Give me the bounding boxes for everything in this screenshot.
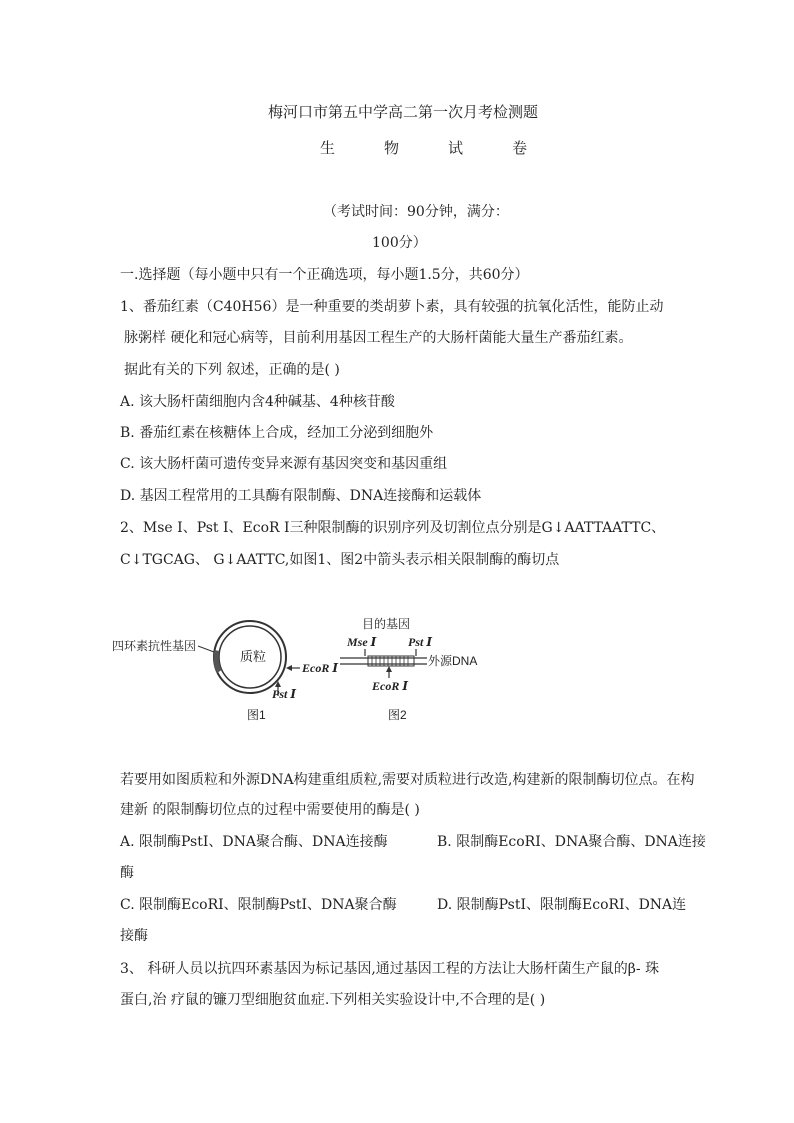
figure2-foreign-dna bbox=[340, 617, 477, 722]
fig2-target-label: 目的基因 bbox=[362, 617, 411, 631]
fig2-psti-label: Pst Ⅰ bbox=[408, 635, 432, 649]
q3-stem-line1: 3、 科研人员以抗四环素基因为标记基因,通过基因工程的方法让大肠杆菌生产鼠的β- 珠 bbox=[120, 961, 660, 977]
q2-question-line1: 若要用如图质粒和外源DNA构建重组质粒,需要对质粒进行改造,构建新的限制酶切位点。在构 bbox=[120, 772, 695, 788]
fig1-gene-label: 四环素抗性基因 bbox=[112, 639, 197, 653]
fig1-psti-label: Pst Ⅰ bbox=[272, 687, 296, 701]
q2-stem-line2: C↓TGCAG、 G↓AATTC,如图1、图2中箭头表示相关限制酶的酶切点 bbox=[120, 552, 560, 568]
tetracycline-gene-segment bbox=[214, 650, 222, 673]
ecori-arrow-head bbox=[286, 665, 292, 671]
q1-option-d: D. 基因工程常用的工具酶有限制酶、DNA连接酶和运载体 bbox=[120, 488, 482, 504]
q1-option-b: B. 番茄红素在核糖体上合成，经加工分泌到细胞外 bbox=[120, 425, 434, 441]
fig2-caption: 图2 bbox=[388, 708, 407, 722]
q1-option-c: C. 该大肠杆菌可遗传变异来源有基因突变和基因重组 bbox=[120, 456, 448, 472]
fig1-plasmid-label: 质粒 bbox=[240, 649, 267, 664]
fig2-ecori-label: EcoR Ⅰ bbox=[372, 679, 408, 693]
q1-option-a: A. 该大肠杆菌细胞内含4种碱基、4种核苷酸 bbox=[120, 394, 395, 410]
q2-option-d-line1: D. 限制酶PstⅠ、限制酶EcoRⅠ、DNA连 bbox=[437, 897, 687, 913]
q1-stem-line1: 1、番茄红素（C40H56）是一种重要的类胡萝卜素，具有较强的抗氧化活性，能防止动 bbox=[120, 299, 664, 315]
q2-stem-line1: 2、Mse Ⅰ、Pst Ⅰ、EcoR Ⅰ三种限制酶的识别序列及切割位点分别是G↓AATTAATTC、 bbox=[120, 520, 666, 536]
fig2-dna-label: 外源DNA bbox=[428, 654, 478, 668]
fig2-msei-label: Mse Ⅰ bbox=[347, 635, 377, 649]
fig2-ecori-arrow-head bbox=[386, 666, 392, 672]
figure1-plasmid bbox=[112, 621, 338, 722]
restriction-enzyme-figure bbox=[110, 612, 490, 727]
section-heading: 一.选择题（每小题中只有一个正确选项，每小题1.5分，共60分） bbox=[120, 267, 529, 283]
subject-char-3: 试 bbox=[448, 139, 464, 157]
q3-stem-line2: 蛋白,治 疗鼠的镰刀型细胞贫血症.下列相关实验设计中,不合理的是( ) bbox=[120, 992, 546, 1008]
fig1-caption: 图1 bbox=[247, 708, 266, 722]
exam-info-line1: （考试时间：90分钟，满分： bbox=[323, 204, 509, 220]
fig1-ecori-label: EcoR Ⅰ bbox=[302, 661, 338, 675]
q1-stem-line2: 脉粥样 硬化和冠心病等，目前利用基因工程生产的大肠杆菌能大量生产番茄红素。 bbox=[124, 330, 633, 346]
q2-question-line2: 建新 的限制酶切位点的过程中需要使用的酶是( ) bbox=[120, 802, 420, 818]
exam-title: 梅河口市第五中学高二第一次月考检测题 bbox=[268, 103, 539, 121]
q2-option-d-line2: 接酶 bbox=[120, 928, 148, 944]
gene-pointer-line bbox=[198, 646, 214, 652]
subject-char-4: 卷 bbox=[512, 139, 528, 157]
q2-option-b-line1: B. 限制酶EcoRⅠ、DNA聚合酶、DNA连接 bbox=[437, 834, 706, 850]
subject-char-2: 物 bbox=[384, 139, 400, 157]
q2-option-c: C. 限制酶EcoRⅠ、限制酶PstⅠ、DNA聚合酶 bbox=[120, 897, 397, 913]
subject-char-1: 生 bbox=[320, 139, 336, 157]
q2-option-b-line2: 酶 bbox=[120, 865, 134, 881]
q2-option-a: A. 限制酶PstⅠ、DNA聚合酶、DNA连接酶 bbox=[120, 834, 388, 850]
exam-info-line2: 100分） bbox=[372, 235, 427, 251]
q1-stem-line3: 据此有关的下列 叙述，正确的是( ) bbox=[124, 362, 340, 378]
